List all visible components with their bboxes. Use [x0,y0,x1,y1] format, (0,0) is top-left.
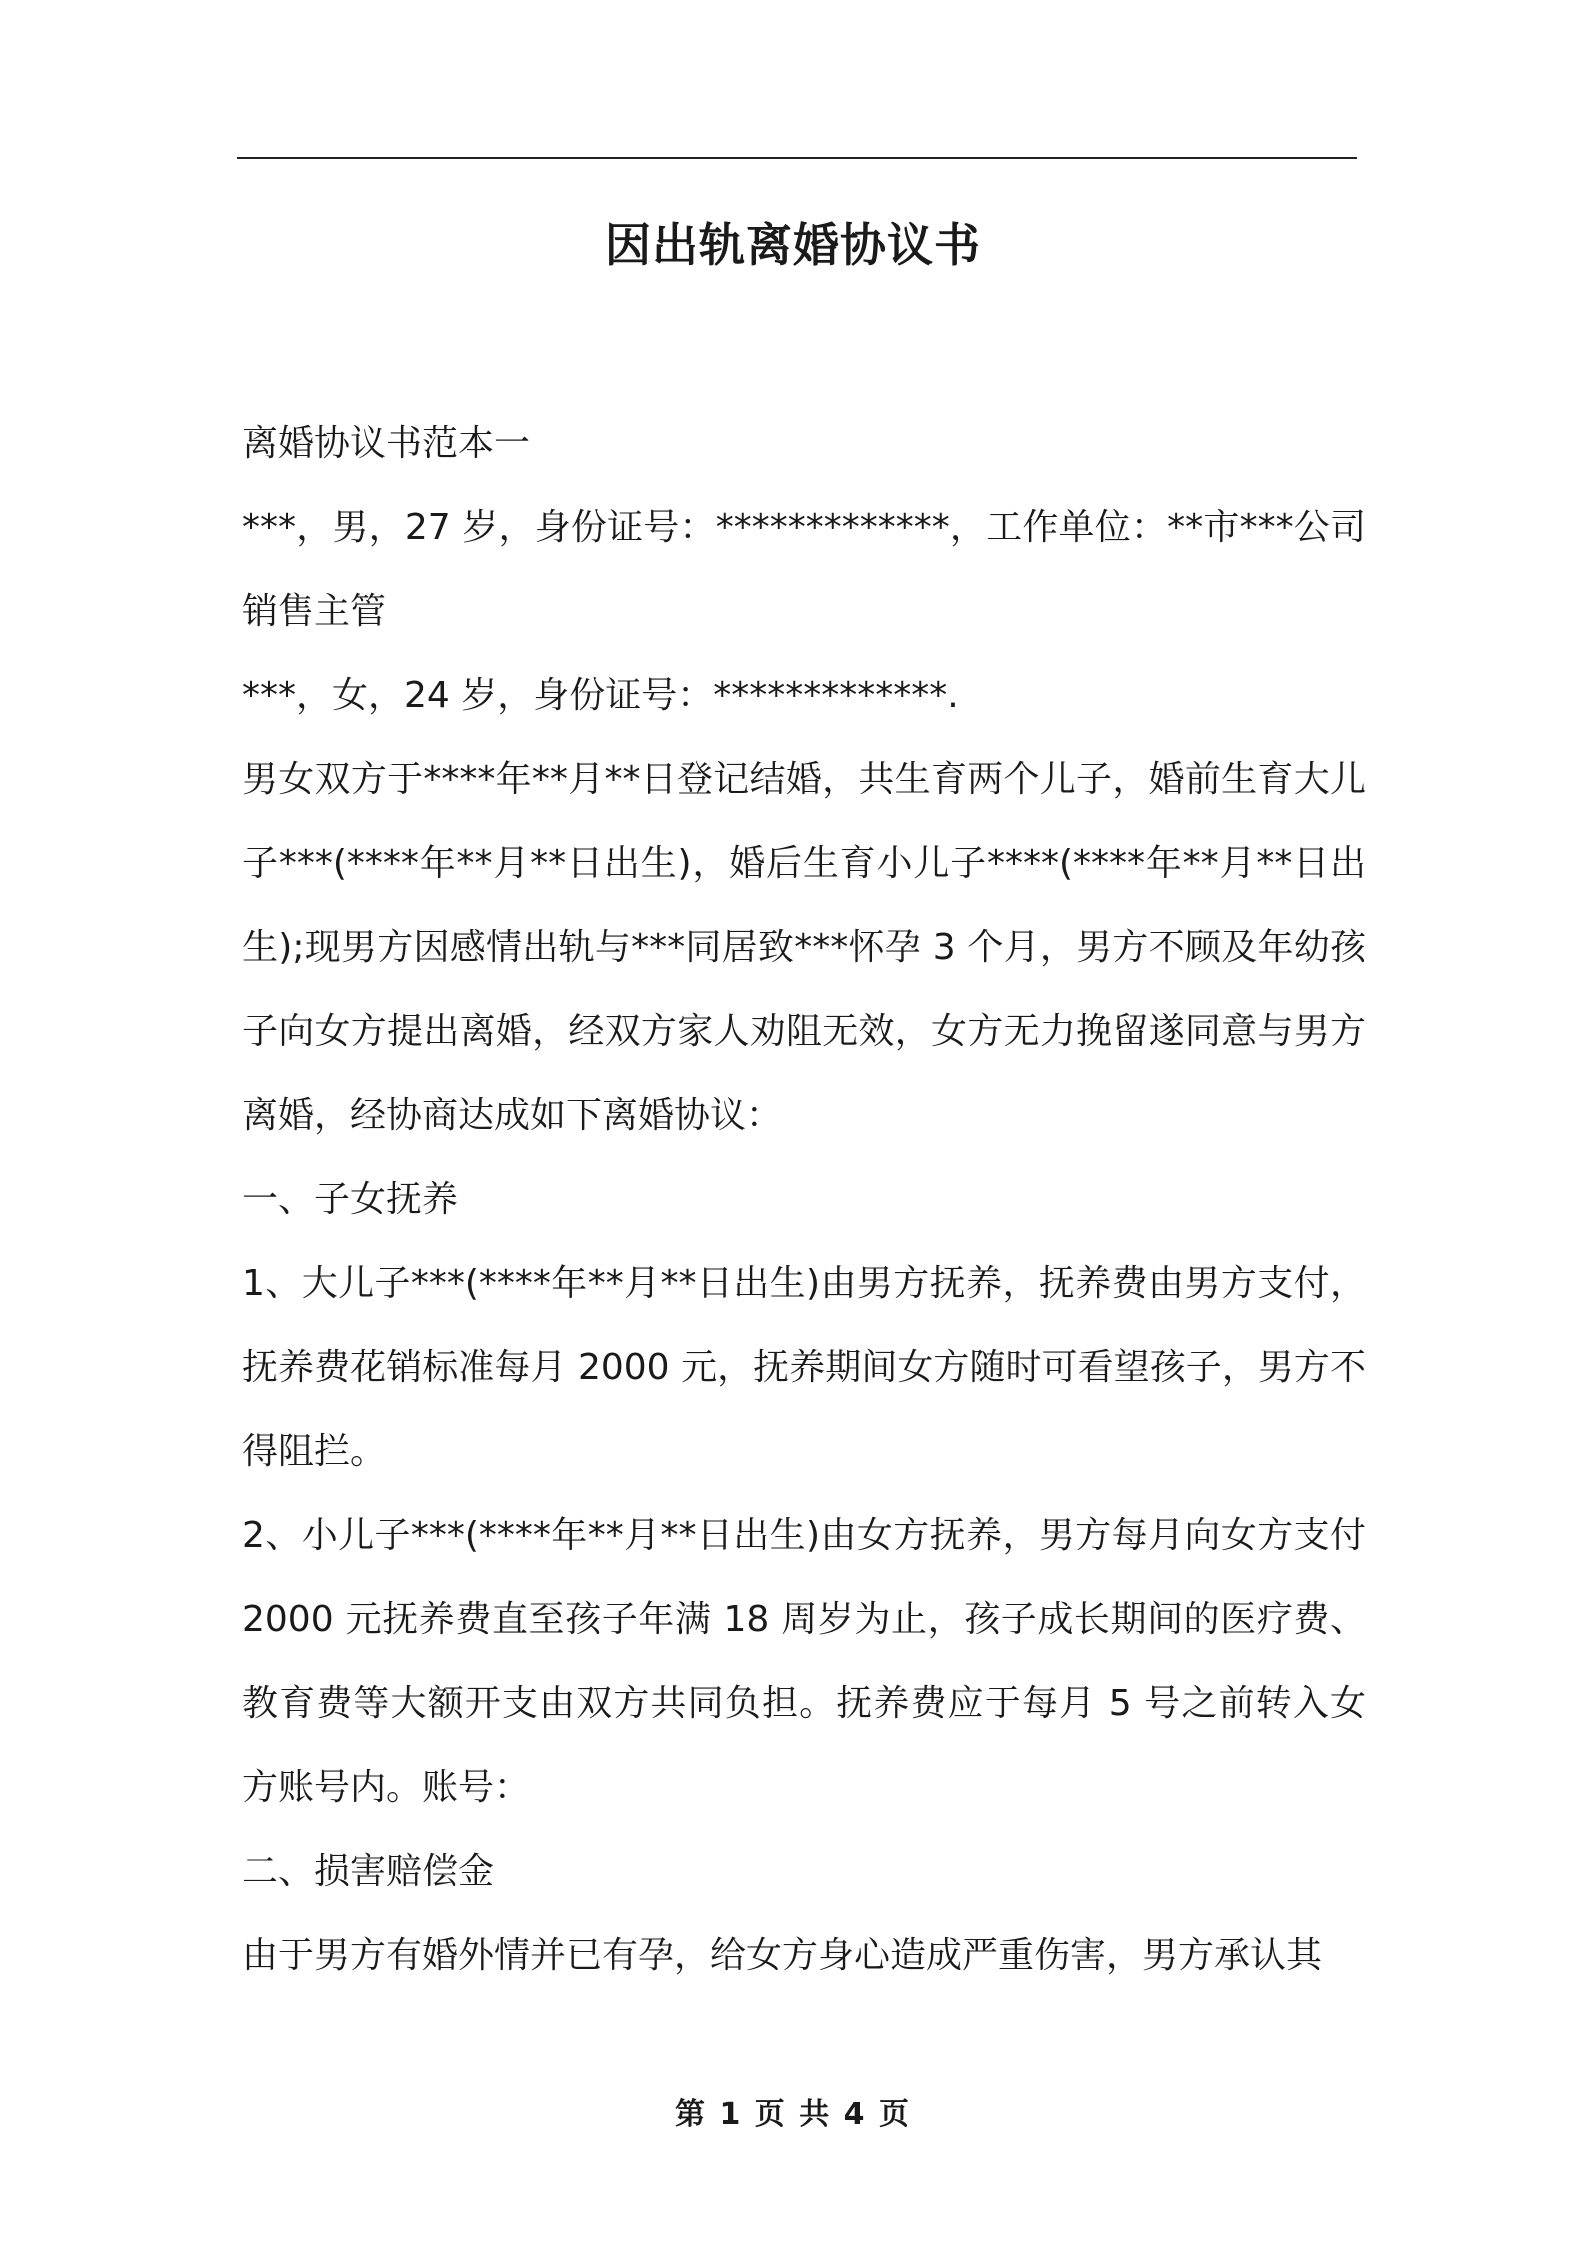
section-heading-child-custody: 一、子女抚养 [242,1179,459,1220]
document-title: 因出轨离婚协议书 [605,218,981,272]
marriage-background-paragraph: 男女双方于****年**月**日登记结婚，共生育两个儿子，婚前生育大儿子***(****年**月**日出生)，婚后生育小儿子****(****年**月**日出生);现男方因感情出轨与***同居致***怀孕 3 个月，男方不顾及年幼孩子向女方提出离婚，经双方家人劝阻无效，女方无力挽留遂同意与男方离婚，经协商达成如下离婚协议： [242,759,1366,1136]
party-male-info: ***，男，27 岁，身份证号：*************，工作单位：**市***公司销售主管 [242,507,1366,632]
section-heading-damages: 二、损害赔偿金 [242,1851,495,1892]
damages-paragraph: 由于男方有婚外情并已有孕，给女方身心造成严重伤害，男方承认其 [242,1935,1323,1976]
clause-younger-son: 2、小儿子***(****年**月**日出生)由女方抚养，男方每月向女方支付 2000 元抚养费直至孩子年满 18 周岁为止，孩子成长期间的医疗费、教育费等大额开支由双方共同负担。抚养费应于每月 5 号之前转入女方账号内。账号： [242,1515,1366,1808]
page-number-footer: 第 1 页 共 4 页 [675,2097,911,2132]
party-female-info: ***，女，24 岁，身份证号：*************. [242,675,959,716]
section-heading-sample: 离婚协议书范本一 [242,423,531,464]
header-rule [237,157,1357,159]
document-body [242,402,1366,1998]
clause-elder-son: 1、大儿子***(****年**月**日出生)由男方抚养，抚养费由男方支付，抚养费花销标准每月 2000 元，抚养期间女方随时可看望孩子，男方不得阻拦。 [242,1263,1366,1472]
